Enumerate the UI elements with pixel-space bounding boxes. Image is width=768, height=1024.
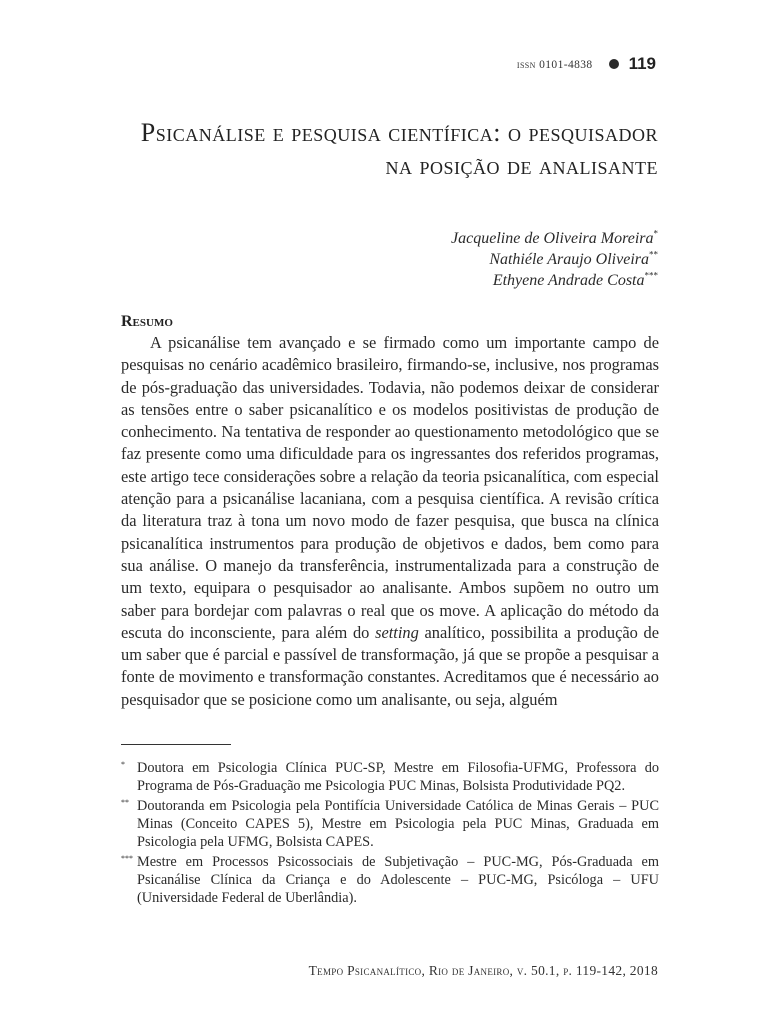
abstract-text-part-1: A psicanálise tem avançado e se firmado como um importante campo de pesquisas no cenário acadêmico brasileiro, firmando-se, inclusive, nos programas de pós-graduação das universidades. Todavia, não podemos deixar de considerar as tensões entre o saber psicanalítico e os modelos positivistas de produção de conhecimento. Na tentativa de responder ao questionamento metodológico que se faz presente como uma dificuldade para os ingressantes dos referidos programas, este artigo tece considerações sobre a relação da teoria psicanalítica, com especial atenção para a psicanálise lacaniana, com a pesquisa científica. A revisão crítica da literatura traz à tona um novo modo de fazer pesquisa, que busca na clínica psicanalítica instrumentos para produção de objetivos e dados, bem como para sua análise. O manejo da transferência, instrumentalizada para a construção de um texto, equipara o pesquisador ao analisante. Ambos supõem no outro um saber para bordejar com palavras o real que os move. A aplicação do método da escuta do inconsciente, para além do [121,333,659,642]
author-2 [451,249,658,270]
footnote-text: Doutoranda em Psicologia pela Pontifícia Universidade Católica de Minas Gerais – PUC Minas (Conceito CAPES 5), Mestre em Psicologia pela PUC Minas, Graduada em Psicologia pela UFMG, Bolsista CAPES. [137,798,659,850]
abstract-italic-term: setting [375,622,419,642]
author-list [451,228,658,291]
author-footnote-mark[interactable]: *** [644,270,658,281]
footnote-mark: * [121,760,125,769]
bullet-dot [609,59,619,69]
abstract-heading: Resumo [121,313,173,330]
issn [517,57,593,72]
footnote-2 [121,797,659,851]
author-name: Ethyene Andrade Costa [492,272,645,289]
abstract-text-part-2: analítico, possibilita a produção de um saber que é parcial e passível de transformação, já que se propõe a pesquisar a fonte de movimento e transformação constantes. Acreditamos que é necessário ao pesquisador que se posicione como um analisante, ou seja, alguém [121,622,659,709]
page-number: 119 [628,54,656,73]
footnote-mark: ** [121,798,129,807]
issn-number: 0101-4838 [539,58,593,71]
page-header [517,54,656,74]
author-3 [451,270,658,291]
running-footer: Tempo Psicanalítico, Rio de Janeiro, v. 50.1, p. 119-142, 2018 [308,963,658,978]
footnote-text: Doutora em Psicologia Clínica PUC-SP, Mestre em Filosofia-UFMG, Professora do Programa de Pós-Graduação me Psicologia PUC Minas, Bolsista Produtividade PQ2. [137,760,659,794]
footnote-3 [121,853,659,907]
footnote-text: Mestre em Processos Psicossociais de Subjetivação – PUC-MG, Pós-Graduada em Psicanálise Clínica da Criança e do Adolescente – PUC-MG, Psicóloga – UFU (Universidade Federal de Uberlândia). [137,854,659,906]
footnote-1 [121,759,659,795]
author-name: Nathiéle Araujo Oliveira [489,251,649,268]
footnotes [121,759,659,909]
author-1 [451,228,658,249]
footnote-mark: *** [121,854,133,863]
author-footnote-mark[interactable]: ** [649,249,658,260]
article-title: Psicanálise e pesquisa científica: o pesquisador na posição de analisante [140,118,658,180]
abstract-body [121,332,659,711]
author-name: Jacqueline de Oliveira Moreira [451,230,654,247]
abstract-section [121,312,659,711]
issn-label: issn [516,56,536,71]
footnote-divider [121,744,231,745]
author-footnote-mark[interactable]: * [653,228,658,239]
